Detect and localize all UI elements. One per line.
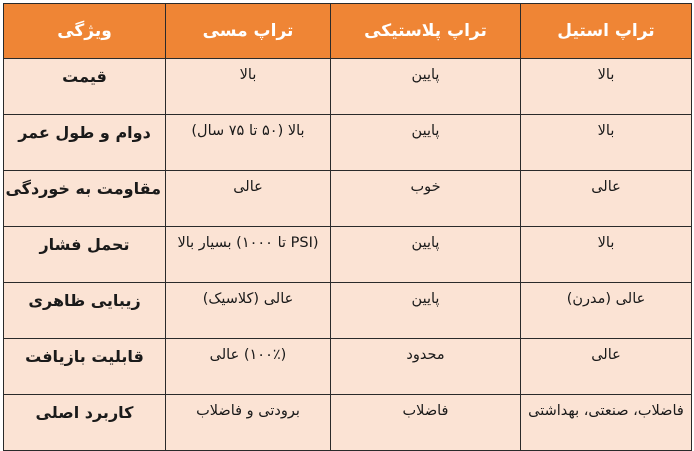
table-row	[4, 171, 692, 227]
cell-plastic: پایین	[331, 283, 521, 339]
cell-plastic: پایین	[331, 227, 521, 283]
cell-plastic: فاضلاب	[331, 395, 521, 451]
cell-feature: زیبایی ظاهری	[4, 283, 166, 339]
header-row	[4, 4, 692, 59]
comparison-table	[3, 3, 692, 451]
table-row	[4, 115, 692, 171]
cell-steel: بالا	[521, 115, 692, 171]
cell-copper: (PSI تا ۱۰۰۰) بسیار بالا	[166, 227, 331, 283]
header-plastic-trap: تراپ پلاستیکی	[331, 4, 521, 59]
cell-copper: عالی	[166, 171, 331, 227]
cell-copper: عالی (کلاسیک)	[166, 283, 331, 339]
table-row	[4, 283, 692, 339]
cell-feature: دوام و طول عمر	[4, 115, 166, 171]
header-copper-trap: تراپ مسی	[166, 4, 331, 59]
header-steel-trap: تراپ استیل	[521, 4, 692, 59]
cell-steel: بالا	[521, 59, 692, 115]
table-row	[4, 339, 692, 395]
cell-steel: عالی	[521, 171, 692, 227]
table-row	[4, 395, 692, 451]
cell-feature: تحمل فشار	[4, 227, 166, 283]
table-row	[4, 227, 692, 283]
cell-steel: بالا	[521, 227, 692, 283]
cell-copper: برودتی و فاضلاب	[166, 395, 331, 451]
cell-steel: عالی	[521, 339, 692, 395]
cell-plastic: خوب	[331, 171, 521, 227]
cell-feature: مقاومت به خوردگی	[4, 171, 166, 227]
cell-plastic: پایین	[331, 115, 521, 171]
cell-feature: قابلیت بازیافت	[4, 339, 166, 395]
cell-copper: بالا	[166, 59, 331, 115]
cell-plastic: محدود	[331, 339, 521, 395]
cell-plastic: پایین	[331, 59, 521, 115]
table-row	[4, 59, 692, 115]
cell-copper: بالا (۵۰ تا ۷۵ سال)	[166, 115, 331, 171]
header-feature: ویژگی	[4, 4, 166, 59]
cell-copper: (۱۰۰٪) عالی	[166, 339, 331, 395]
cell-steel: فاضلاب، صنعتی، بهداشتی	[521, 395, 692, 451]
cell-feature: قیمت	[4, 59, 166, 115]
cell-feature: کاربرد اصلی	[4, 395, 166, 451]
cell-steel: عالی (مدرن)	[521, 283, 692, 339]
